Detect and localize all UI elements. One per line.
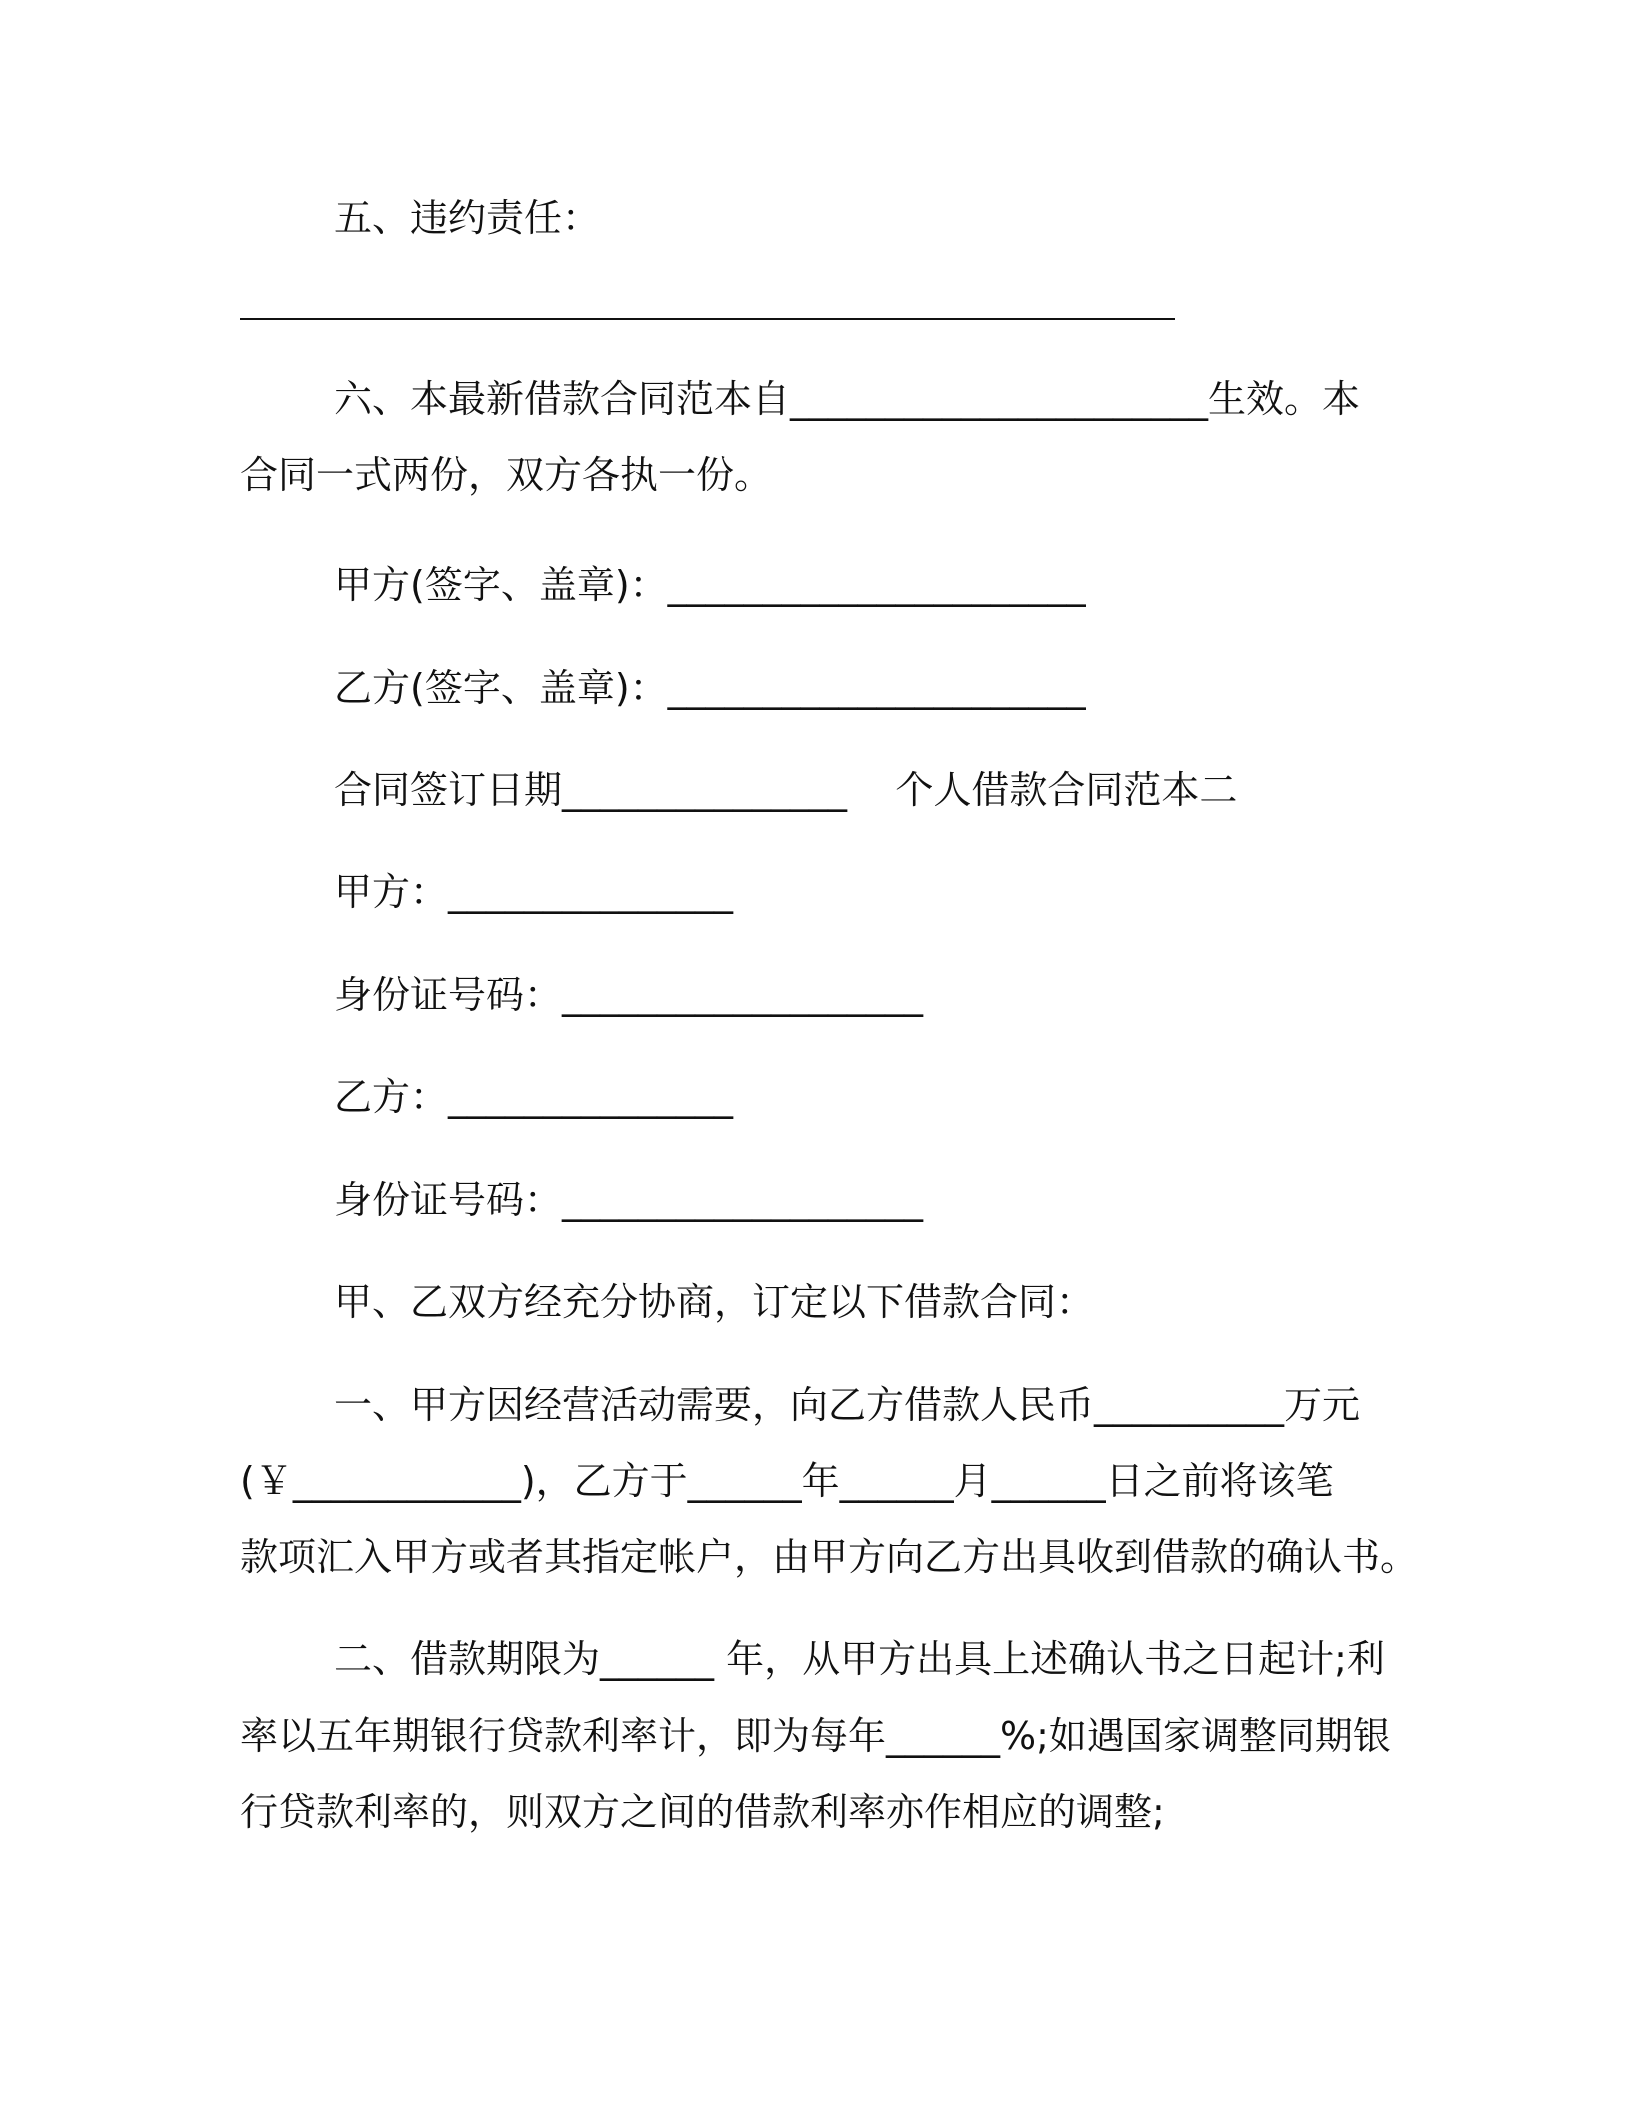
section5-heading: 五、违约责任： xyxy=(334,196,601,240)
section6-line2: 合同一式两份，双方各执一份。 xyxy=(240,453,773,497)
clause2-line3: 行贷款利率的，则双方之间的借款利率亦作相应的调整; xyxy=(240,1790,1165,1834)
id-number-b-field: 身份证号码：___________________ xyxy=(334,1178,924,1222)
clause2-line1: 二、借款期限为______ 年，从甲方出具上述确认书之日起计;利 xyxy=(334,1637,1385,1681)
section6-line1: 六、本最新借款合同范本自______________________生效。本 xyxy=(334,377,1361,421)
blank-underline-rule xyxy=(240,318,1175,320)
contract-intro: 甲、乙双方经充分协商，订定以下借款合同： xyxy=(334,1280,1095,1324)
party-a-signature-line: 甲方(签字、盖章)：______________________ xyxy=(334,563,1086,607)
clause1-line3: 款项汇入甲方或者其指定帐户，由甲方向乙方出具收到借款的确认书。 xyxy=(240,1535,1419,1579)
clause1-line1: 一、甲方因经营活动需要，向乙方借款人民币__________万元 xyxy=(334,1383,1361,1427)
id-number-a-field: 身份证号码：___________________ xyxy=(334,973,924,1017)
party-b-field: 乙方：_______________ xyxy=(334,1075,734,1119)
party-a-field: 甲方：_______________ xyxy=(334,870,734,914)
clause1-line2: (￥____________)，乙方于______年______月______日之前将该笔 xyxy=(240,1459,1334,1503)
sign-date-and-title: 合同签订日期_______________ 个人借款合同范本二 xyxy=(334,768,1238,812)
clause2-line2: 率以五年期银行贷款利率计，即为每年______%;如遇国家调整同期银 xyxy=(240,1714,1391,1758)
party-b-signature-line: 乙方(签字、盖章)：______________________ xyxy=(334,666,1086,710)
